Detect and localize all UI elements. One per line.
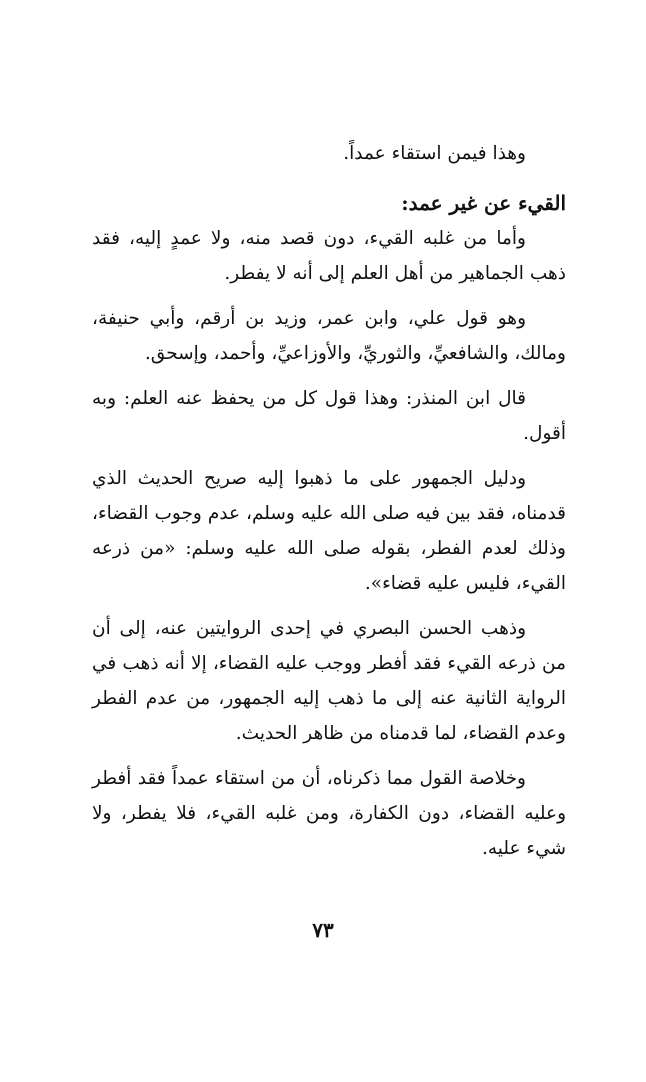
section-heading: القيء عن غير عمد: [401, 191, 566, 215]
paragraph-unintentional: وأما من غلبه القيء، دون قصد منه، ولا عمدٍ إليه، فقد ذهب الجماهير من أهل العلم إلى أنه لا يفطر. [92, 228, 566, 284]
paragraph-evidence: ودليل الجمهور على ما ذهبوا إليه صريح الحديث الذي قدمناه، فقد بين فيه صلى الله عليه وسلم، عدم وجوب القضاء، وذلك لعدم الفطر، بقوله صلى الله عليه وسلم: «من ذرعه القيء، فليس عليه قضاء». [92, 468, 566, 594]
paragraph-scholars: وهو قول علي، وابن عمر، وزيد بن أرقم، وأبي حنيفة، ومالك، والشافعيِّ، والثوريِّ، والأوزاعيِّ، وأحمد، وإسحق. [92, 308, 566, 364]
paragraph-hasan-basri: وذهب الحسن البصري في إحدى الروايتين عنه، إلى أن من ذرعه القيء فقد أفطر ووجب عليه القضاء، إلا أنه ذهب في الرواية الثانية عنه إلى ما ذهب إليه الجمهور، من عدم الفطر وعدم القضاء، لما قدمناه من ظاهر الحديث. [92, 618, 566, 744]
paragraph-intentional-vomiting: وهذا فيمن استقاء عمداً. [343, 143, 526, 164]
page-body [92, 136, 566, 876]
page-number: ٧٣ [312, 918, 334, 942]
paragraph-ibn-al-mundhir: قال ابن المنذر: وهذا قول كل من يحفظ عنه العلم: وبه أقول. [92, 388, 566, 444]
paragraph-summary: وخلاصة القول مما ذكرناه، أن من استقاء عمداً فقد أفطر وعليه القضاء، دون الكفارة، ومن غلبه القيء، فلا يفطر، ولا شيء عليه. [92, 768, 566, 859]
